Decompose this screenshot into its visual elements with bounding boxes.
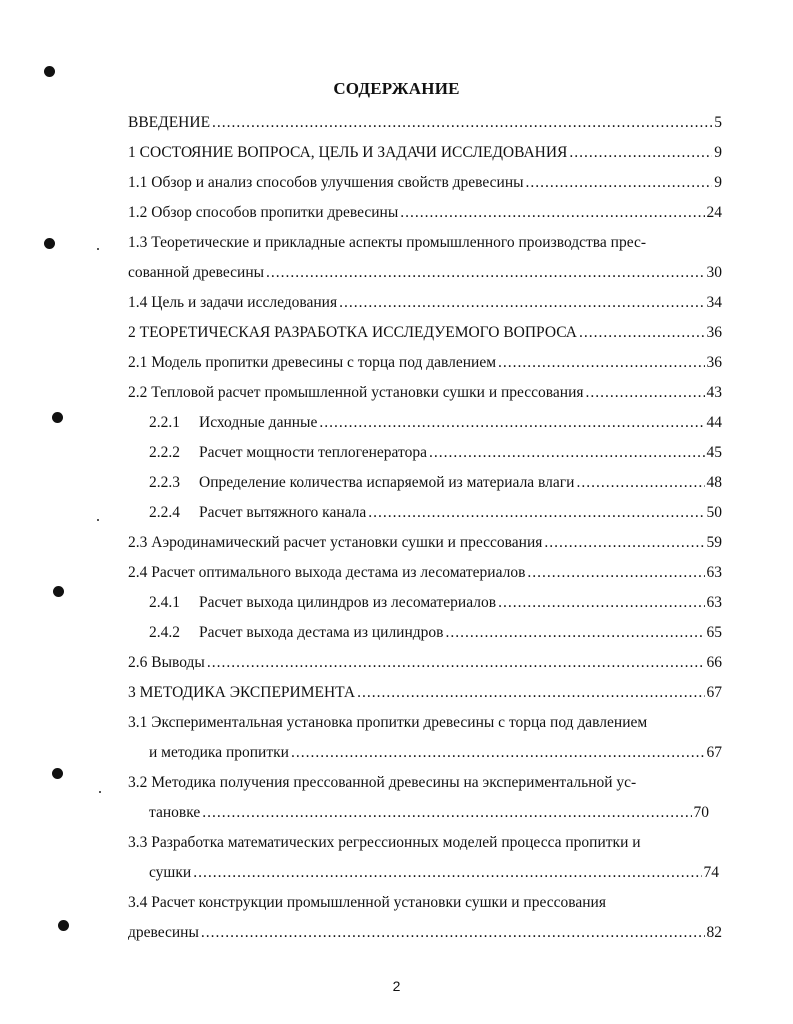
toc-entry-text: сованной древесины xyxy=(128,264,265,281)
page-number: 2 xyxy=(392,978,401,994)
toc-leader xyxy=(576,473,704,493)
toc-entry-text: 2.1 Модель пропитки древесины с торца под давлением xyxy=(128,354,497,371)
toc-entry-text: 1 СОСТОЯНИЕ ВОПРОСА, ЦЕЛЬ И ЗАДАЧИ ИССЛЕДОВАНИЯ xyxy=(128,144,568,161)
toc-leader xyxy=(544,533,704,553)
toc-entry-text: 1.1 Обзор и анализ способов улучшения свойств древесины xyxy=(128,174,524,191)
toc-entry-page: 66 xyxy=(706,654,722,671)
toc-entry-page: 9 xyxy=(714,144,722,161)
toc-entry-text: тановке xyxy=(149,804,201,821)
toc-entry-text: ВВЕДЕНИЕ xyxy=(128,114,211,131)
toc-entry-page: 50 xyxy=(706,504,722,521)
toc-entry-page: 34 xyxy=(706,294,722,311)
toc-leader xyxy=(498,353,704,373)
scan-speck xyxy=(97,519,99,521)
toc-entry[interactable] xyxy=(149,593,722,613)
toc-entry-text: 2.6 Выводы xyxy=(128,654,205,671)
toc-leader xyxy=(445,623,704,643)
scan-speck xyxy=(99,791,101,793)
toc-entry-page: 65 xyxy=(706,624,722,641)
punch-hole-mark xyxy=(52,412,63,423)
toc-leader xyxy=(526,173,713,193)
toc-entry[interactable] xyxy=(128,173,722,193)
toc-leader xyxy=(291,743,705,763)
toc-entry-text: 2.4 Расчет оптимального выхода дестама из лесоматериалов xyxy=(128,564,526,581)
toc-leader xyxy=(579,323,704,343)
toc-entry[interactable] xyxy=(149,623,722,643)
toc-leader xyxy=(212,113,712,133)
toc-entry-page: 63 xyxy=(706,564,722,581)
toc-entry-text: 1.2 Обзор способов пропитки древесины xyxy=(128,204,399,221)
toc-leader xyxy=(429,443,705,463)
toc-entry-page: 5 xyxy=(714,114,722,131)
toc-entry[interactable] xyxy=(149,863,719,883)
toc-entry-text: Определение количества испаряемой из материала влаги xyxy=(199,474,575,491)
toc-entry-number: 2.2.1 xyxy=(149,414,180,431)
toc-entry-text: Расчет выхода дестама из цилиндров xyxy=(199,624,444,641)
toc-leader xyxy=(193,863,701,883)
toc-entry-page: 36 xyxy=(706,324,722,341)
toc-entry-number: 2.2.3 xyxy=(149,474,180,491)
toc-entry-text: Исходные данные xyxy=(199,414,318,431)
toc-entry-page: 24 xyxy=(706,204,722,221)
toc-entry[interactable] xyxy=(149,443,722,463)
toc-leader xyxy=(266,263,704,283)
toc-entry[interactable] xyxy=(149,743,722,763)
toc-entry[interactable] xyxy=(128,653,722,673)
toc-leader xyxy=(207,653,705,673)
toc-entry-text-line1[interactable]: 3.1 Экспериментальная установка пропитки древесины с торца под давлением xyxy=(128,714,648,731)
toc-entry[interactable] xyxy=(128,353,722,373)
toc-entry-text: 1.4 Цель и задачи исследования xyxy=(128,294,338,311)
toc-entry-page: 82 xyxy=(706,924,722,941)
punch-hole-mark xyxy=(44,238,55,249)
toc-leader xyxy=(527,563,704,583)
toc-entry-text: сушки xyxy=(149,864,192,881)
toc-entry-text-line1[interactable]: 3.3 Разработка математических регрессионных моделей процесса пропитки и xyxy=(128,834,641,851)
toc-leader xyxy=(368,503,704,523)
toc-entry[interactable] xyxy=(128,923,722,943)
toc-leader xyxy=(202,803,691,823)
toc-entry-number: 2.2.4 xyxy=(149,504,180,521)
toc-leader xyxy=(357,683,704,703)
toc-entry[interactable] xyxy=(149,803,709,823)
toc-entry-page: 70 xyxy=(693,804,709,821)
toc-entry-text-line1[interactable]: 3.2 Методика получения прессованной древесины на экспериментальной ус- xyxy=(128,774,637,791)
toc-entry-text: Расчет мощности теплогенератора xyxy=(199,444,427,461)
toc-entry[interactable] xyxy=(128,563,722,583)
toc-entry-text: 2.3 Аэродинамический расчет установки сушки и прессования xyxy=(128,534,543,551)
toc-entry-page: 45 xyxy=(706,444,722,461)
toc-entry-page: 43 xyxy=(706,384,722,401)
toc-entry-number: 2.4.1 xyxy=(149,594,180,611)
toc-entry-page: 74 xyxy=(703,864,719,881)
toc-leader xyxy=(319,413,704,433)
toc-entry-page: 59 xyxy=(706,534,722,551)
toc-entry-page: 67 xyxy=(706,684,722,701)
toc-entry-page: 63 xyxy=(706,594,722,611)
toc-entry[interactable] xyxy=(128,113,722,133)
page-title: СОДЕРЖАНИЕ xyxy=(333,79,460,98)
toc-entry-page: 67 xyxy=(706,744,722,761)
toc-entry-number: 2.2.2 xyxy=(149,444,180,461)
punch-hole-mark xyxy=(58,920,69,931)
toc-entry-text: 2.2 Тепловой расчет промышленной установки сушки и прессования xyxy=(128,384,584,401)
toc-entry-page: 30 xyxy=(706,264,722,281)
toc-entry-page: 44 xyxy=(706,414,722,431)
toc-entry-number: 2.4.2 xyxy=(149,624,180,641)
scan-speck xyxy=(97,248,99,250)
toc-entry-text: 2 ТЕОРЕТИЧЕСКАЯ РАЗРАБОТКА ИССЛЕДУЕМОГО ВОПРОСА xyxy=(128,324,578,341)
toc-entry[interactable] xyxy=(128,533,722,553)
toc-entry[interactable] xyxy=(128,383,722,403)
punch-hole-mark xyxy=(53,586,64,597)
toc-entry[interactable] xyxy=(128,293,722,313)
toc-entry[interactable] xyxy=(149,503,722,523)
punch-hole-mark xyxy=(44,66,55,77)
toc-leader xyxy=(201,923,705,943)
toc-entry[interactable] xyxy=(128,323,722,343)
toc-entry[interactable] xyxy=(128,203,722,223)
toc-leader xyxy=(569,143,712,163)
toc-entry[interactable] xyxy=(149,473,722,493)
toc-entry[interactable] xyxy=(128,143,722,163)
toc-entry-page: 9 xyxy=(714,174,722,191)
toc-entry-text-line1[interactable]: 3.4 Расчет конструкции промышленной установки сушки и прессования xyxy=(128,894,606,911)
toc-entry-text: Расчет вытяжного канала xyxy=(199,504,367,521)
toc-entry-text-line1[interactable]: 1.3 Теоретические и прикладные аспекты промышленного производства прес- xyxy=(128,234,647,251)
toc-entry[interactable] xyxy=(128,683,722,703)
toc-entry-text: 3 МЕТОДИКА ЭКСПЕРИМЕНТА xyxy=(128,684,356,701)
toc-entry-text: древесины xyxy=(128,924,199,941)
toc-entry[interactable] xyxy=(128,263,722,283)
punch-hole-mark xyxy=(52,768,63,779)
toc-leader xyxy=(498,593,704,613)
toc-leader xyxy=(586,383,705,403)
toc-entry[interactable] xyxy=(149,413,722,433)
toc-leader xyxy=(400,203,704,223)
toc-entry-text: и методика пропитки xyxy=(149,744,289,761)
toc-entry-page: 48 xyxy=(706,474,722,491)
toc-leader xyxy=(339,293,704,313)
toc-entry-text: Расчет выхода цилиндров из лесоматериалов xyxy=(199,594,497,611)
toc-entry-page: 36 xyxy=(706,354,722,371)
